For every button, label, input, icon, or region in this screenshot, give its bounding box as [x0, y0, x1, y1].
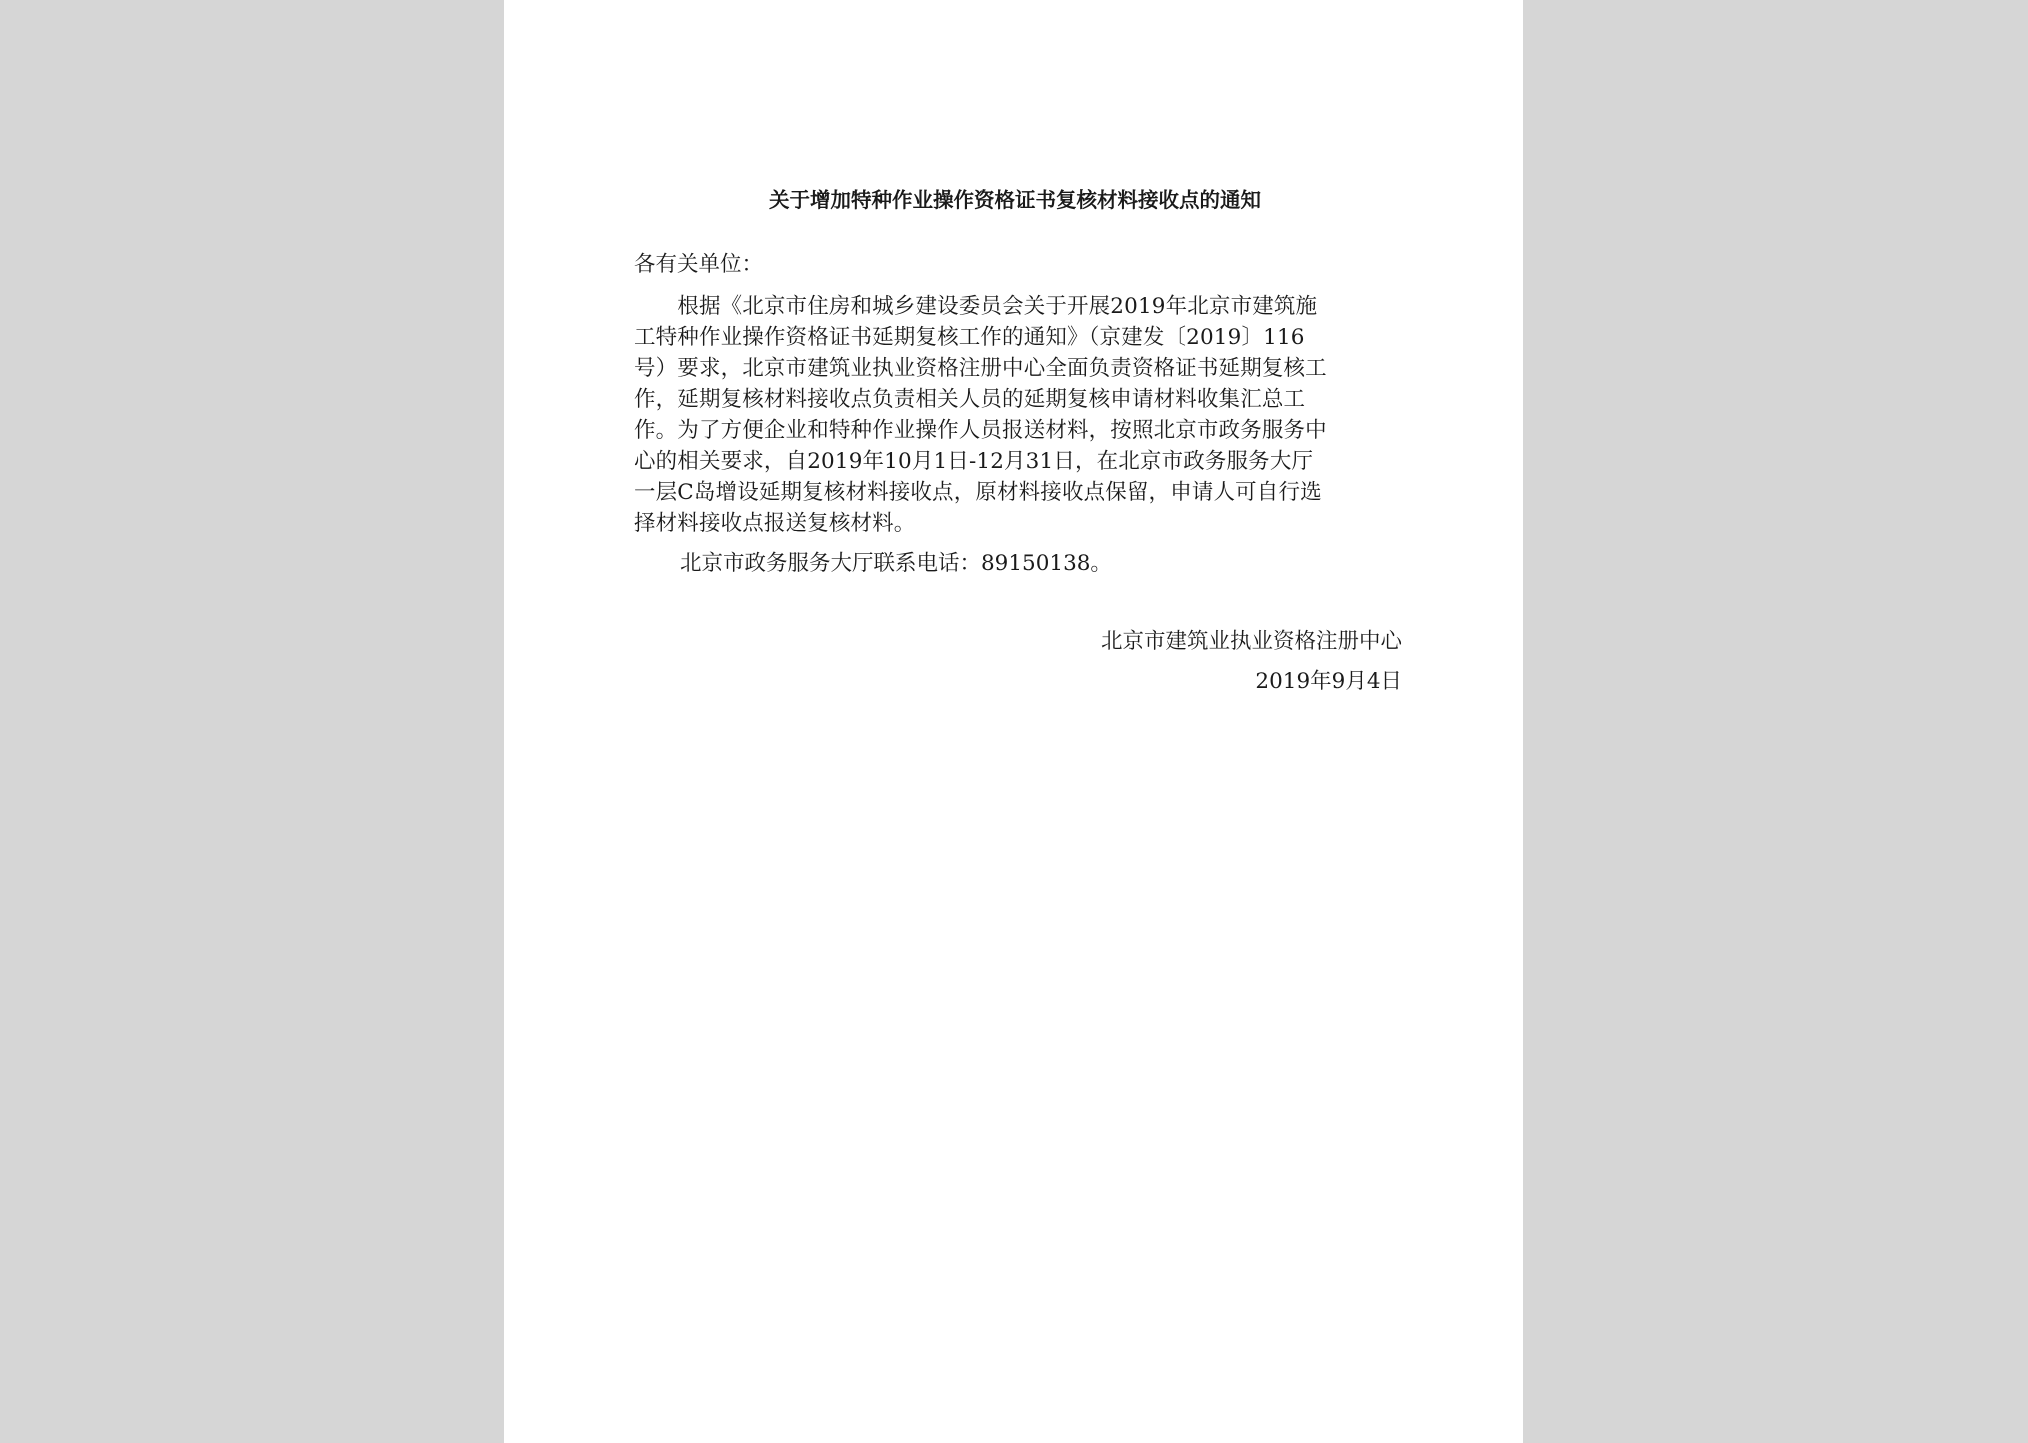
body-line: 择材料接收点报送复核材料。	[634, 511, 916, 536]
body-line: 作，延期复核材料接收点负责相关人员的延期复核申请材料收集汇总工	[634, 387, 1306, 412]
contact-phone: 北京市政务服务大厅联系电话：89150138。	[680, 551, 1112, 576]
body-line: 根据《北京市住房和城乡建设委员会关于开展2019年北京市建筑施	[634, 294, 1318, 319]
issuer-signature: 北京市建筑业执业资格注册中心	[1100, 629, 1402, 654]
body-line: 心的相关要求，自2019年10月1日-12月31日，在北京市政务服务大厅	[634, 449, 1314, 474]
document-page	[504, 0, 1523, 1443]
issue-date: 2019年9月4日	[1255, 669, 1402, 694]
body-line: 一层C岛增设延期复核材料接收点，原材料接收点保留，申请人可自行选	[634, 480, 1322, 505]
salutation: 各有关单位：	[634, 252, 764, 277]
body-paragraph	[634, 291, 1402, 539]
body-line: 号）要求，北京市建筑业执业资格注册中心全面负责资格证书延期复核工	[634, 356, 1327, 381]
body-line: 工特种作业操作资格证书延期复核工作的通知》（京建发〔2019〕116	[634, 325, 1305, 350]
notice-title: 关于增加特种作业操作资格证书复核材料接收点的通知	[769, 188, 1261, 212]
body-line: 作。为了方便企业和特种作业操作人员报送材料，按照北京市政务服务中	[634, 418, 1327, 443]
